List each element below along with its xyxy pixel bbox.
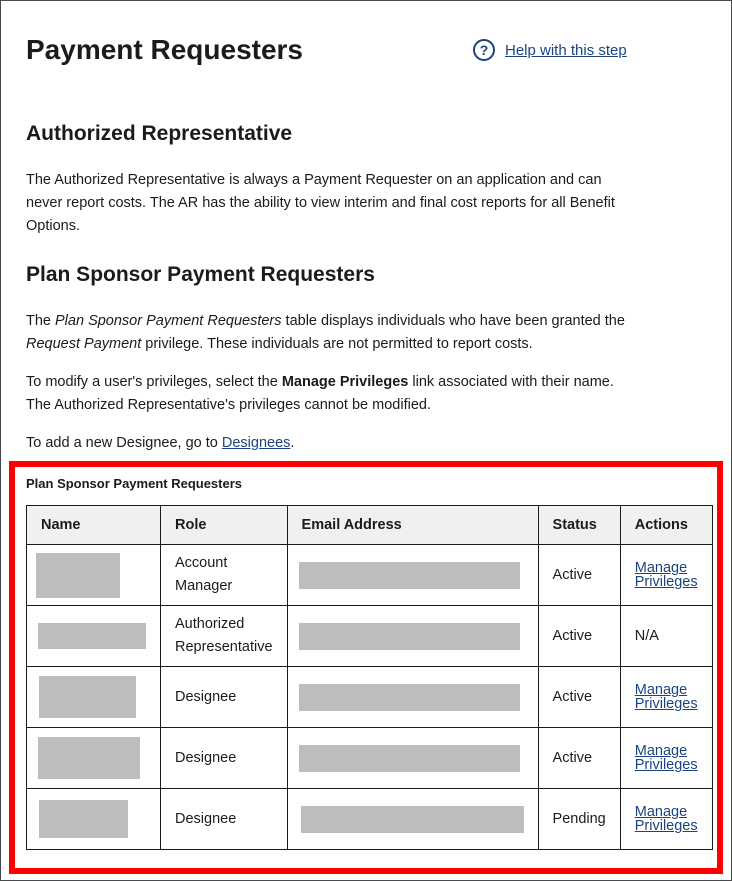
manage-privileges-link[interactable]: Manage Privileges — [634, 560, 698, 590]
status-cell: Active — [538, 606, 620, 667]
ps-section-heading: Plan Sponsor Payment Requesters — [26, 263, 375, 286]
name-cell — [27, 667, 161, 728]
table-row — [27, 789, 713, 850]
email-cell — [287, 789, 538, 850]
table-row — [27, 545, 713, 606]
col-header-email: Email Address — [287, 506, 538, 545]
redacted-name — [39, 676, 136, 718]
col-header-status: Status — [538, 506, 620, 545]
ar-section-text: The Authorized Representative is always a Payment Requester on an application and can never report costs. The AR has the ability to view interim and final cost reports for all Benefit Options. — [26, 172, 615, 234]
email-cell — [287, 606, 538, 667]
actions-cell — [620, 728, 712, 789]
manage-privileges-link[interactable]: Manage Privileges — [634, 743, 698, 773]
designees-link[interactable]: Designees — [221, 435, 291, 451]
role-cell: Designee — [161, 789, 288, 850]
redacted-email — [299, 623, 520, 650]
redacted-name — [38, 623, 146, 649]
role-cell: Account Manager — [161, 545, 288, 606]
page-title: Payment Requesters — [26, 34, 304, 65]
name-cell — [27, 545, 161, 606]
actions-cell — [620, 545, 712, 606]
actions-cell: N/A — [620, 606, 712, 667]
col-header-actions: Actions — [620, 506, 712, 545]
role-cell: Designee — [161, 667, 288, 728]
status-cell: Active — [538, 728, 620, 789]
redacted-email — [299, 562, 520, 589]
manage-privileges-link[interactable]: Manage Privileges — [634, 804, 698, 834]
redacted-email — [299, 745, 520, 772]
name-cell — [27, 606, 161, 667]
col-header-role: Role — [161, 506, 288, 545]
modify-privileges-text: To modify a user's privileges, select the Manage Privileges link associated with their name. The Authorized Representative's privileges cannot be modified. — [26, 374, 614, 413]
ar-section-heading: Authorized Representative — [26, 122, 293, 145]
table-row — [27, 606, 713, 667]
table-caption: Plan Sponsor Payment Requesters — [26, 476, 243, 491]
ps-description: The Plan Sponsor Payment Requesters table displays individuals who have been granted the Request Payment privilege. These individuals are not permitted to report costs. — [26, 313, 625, 352]
email-cell — [287, 667, 538, 728]
help-link[interactable]: Help with this step — [505, 41, 627, 59]
redacted-email — [301, 806, 524, 833]
redacted-name — [36, 553, 120, 598]
email-cell — [287, 728, 538, 789]
redacted-email — [299, 684, 520, 711]
status-cell: Pending — [538, 789, 620, 850]
role-cell: Authorized Representative — [161, 606, 288, 667]
name-cell — [27, 789, 161, 850]
redacted-name — [39, 800, 128, 838]
actions-cell — [620, 667, 712, 728]
table-row — [27, 667, 713, 728]
redacted-name — [38, 737, 140, 779]
actions-cell — [620, 789, 712, 850]
table-header-row — [27, 506, 713, 545]
status-cell: Active — [538, 545, 620, 606]
name-cell — [27, 728, 161, 789]
col-header-name: Name — [27, 506, 161, 545]
role-cell: Designee — [161, 728, 288, 789]
help-link-group[interactable] — [473, 39, 627, 61]
question-circle-icon[interactable]: ? — [473, 39, 495, 61]
status-cell: Active — [538, 667, 620, 728]
manage-privileges-link[interactable]: Manage Privileges — [634, 682, 698, 712]
email-cell — [287, 545, 538, 606]
payment-requesters-table — [26, 505, 713, 850]
table-row — [27, 728, 713, 789]
add-designee-text: To add a new Designee, go to Designees. — [26, 435, 295, 451]
